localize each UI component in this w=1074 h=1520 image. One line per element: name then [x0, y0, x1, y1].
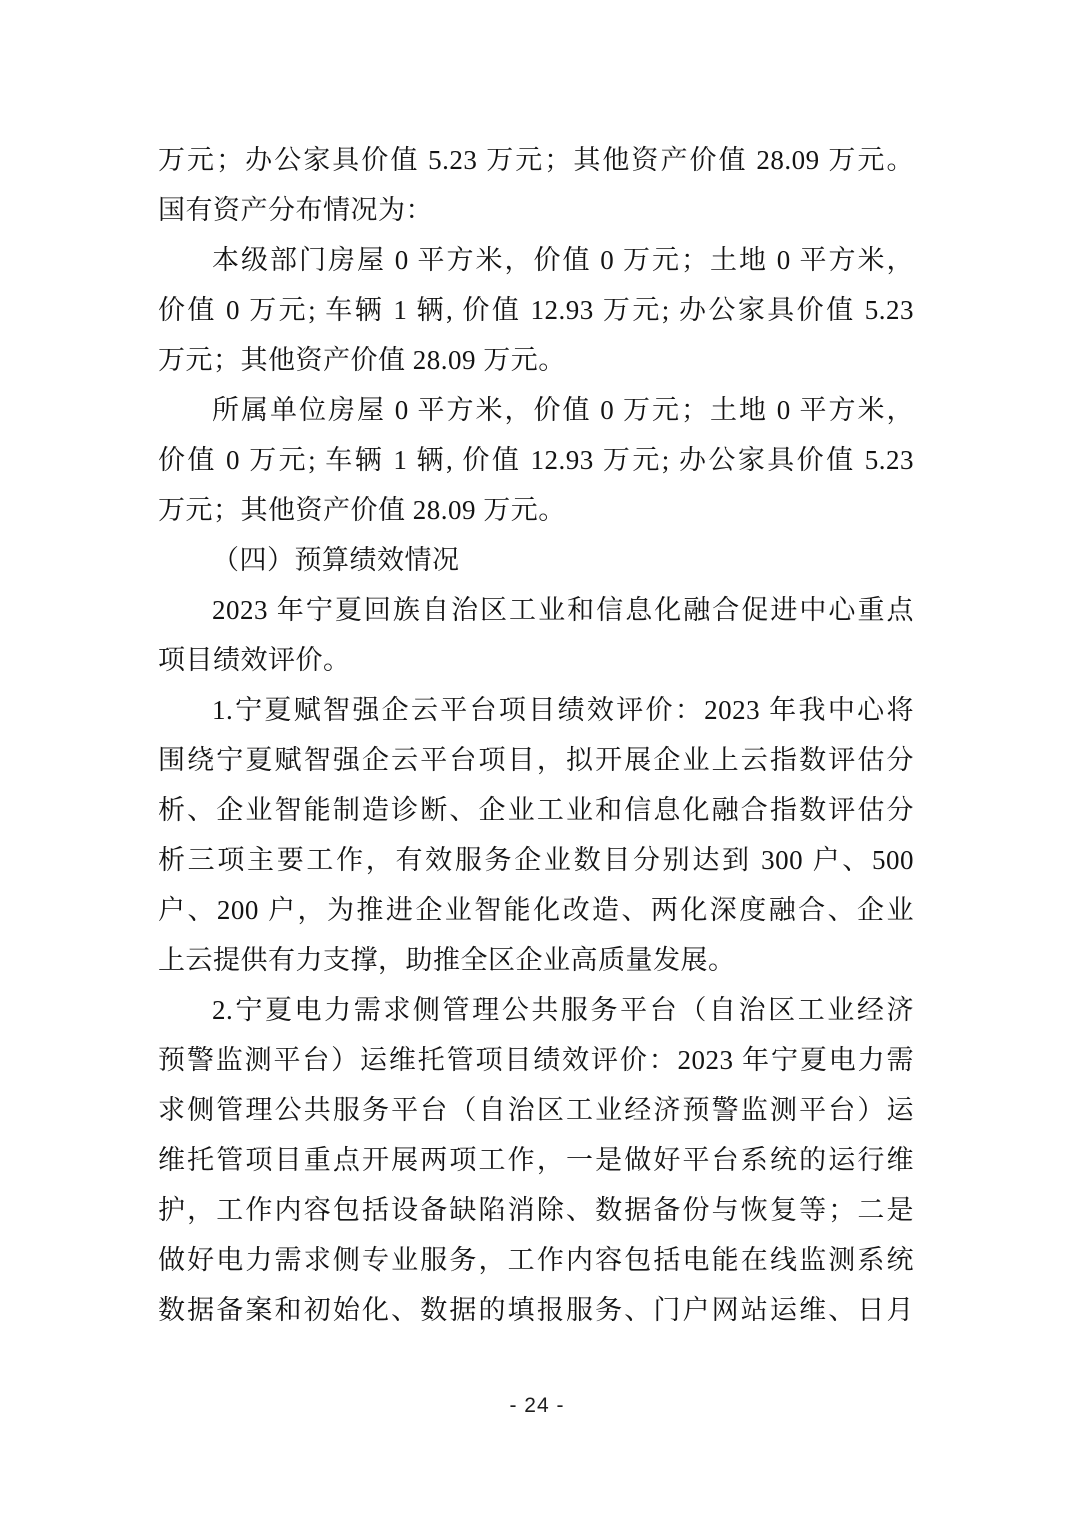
text-line: 1.宁夏赋智强企云平台项目绩效评价：2023 年我中心将 [212, 695, 914, 725]
text-line: 2023 年宁夏回族自治区工业和信息化融合促进中心重点 [212, 595, 914, 625]
text-line: 析三项主要工作，有效服务企业数目分别达到 300 户、500 [158, 845, 914, 875]
text-block [158, 135, 914, 1335]
text-line: 析、企业智能制造诊断、企业工业和信息化融合指数评估分 [158, 795, 914, 825]
text-line: 本级部门房屋 0 平方米，价值 0 万元；土地 0 平方米， [212, 245, 914, 275]
text-line: 上云提供有力支撑，助推全区企业高质量发展。 [158, 945, 736, 975]
text-line: 做好电力需求侧专业服务，工作内容包括电能在线监测系统 [158, 1245, 914, 1275]
page-number: - 24 - [509, 1394, 565, 1417]
text-line: 国有资产分布情况为： [158, 195, 433, 225]
text-line: 万元；其他资产价值 28.09 万元。 [158, 345, 566, 375]
text-line: 万元；其他资产价值 28.09 万元。 [158, 495, 566, 525]
text-line: 预警监测平台）运维托管项目绩效评价：2023 年宁夏电力需 [158, 1045, 914, 1075]
text-line: 价值 0 万元; 车辆 1 辆, 价值 12.93 万元; 办公家具价值 5.23 [158, 445, 914, 475]
text-line: 价值 0 万元; 车辆 1 辆, 价值 12.93 万元; 办公家具价值 5.23 [158, 295, 914, 325]
text-line: 万元；办公家具价值 5.23 万元；其他资产价值 28.09 万元。 [158, 145, 914, 175]
text-line: 求侧管理公共服务平台（自治区工业经济预警监测平台）运 [158, 1095, 914, 1125]
text-line: 户、200 户，为推进企业智能化改造、两化深度融合、企业 [158, 895, 914, 925]
text-line: 所属单位房屋 0 平方米，价值 0 万元；土地 0 平方米， [212, 395, 914, 425]
text-line: 护，工作内容包括设备缺陷消除、数据备份与恢复等；二是 [158, 1195, 914, 1225]
text-line: 项目绩效评价。 [158, 645, 351, 675]
text-line: （四）预算绩效情况 [212, 545, 460, 575]
text-line: 维托管项目重点开展两项工作，一是做好平台系统的运行维 [158, 1145, 914, 1175]
text-line: 数据备案和初始化、数据的填报服务、门户网站运维、日月 [158, 1295, 914, 1325]
text-line: 围绕宁夏赋智强企云平台项目，拟开展企业上云指数评估分 [158, 745, 914, 775]
text-line: 2.宁夏电力需求侧管理公共服务平台（自治区工业经济 [212, 995, 914, 1025]
page-footer [0, 1394, 1074, 1418]
